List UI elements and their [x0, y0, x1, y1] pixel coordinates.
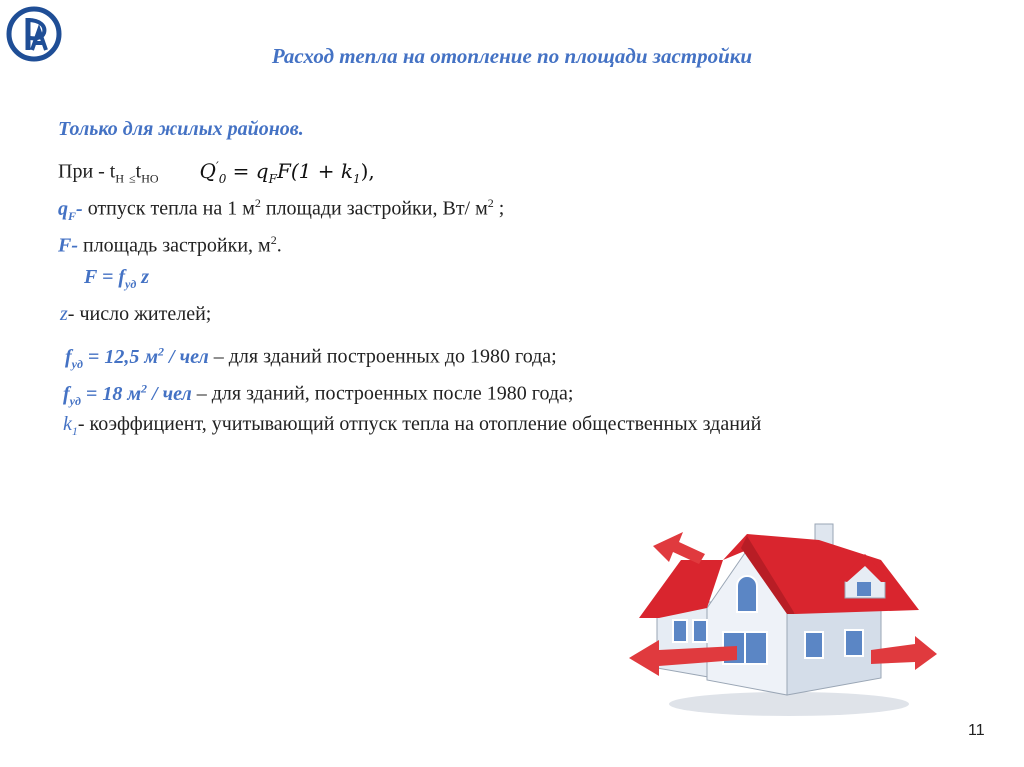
- fud1-c: / чел: [164, 345, 209, 368]
- fud2-b: = 18 м: [80, 382, 142, 405]
- fud1-text: – для зданий построенных до 1980 года;: [208, 345, 557, 368]
- qf-line: [58, 190, 938, 227]
- condition-le: ≤: [129, 171, 136, 186]
- condition-prefix: При - t: [58, 160, 116, 183]
- formula-rest: F(1 + k: [276, 158, 353, 183]
- qf-sup2: 2: [487, 196, 494, 210]
- fud2-c: / чел: [147, 382, 192, 405]
- formula-q-sub: 0: [218, 171, 227, 186]
- fud2-a: f: [63, 382, 70, 405]
- condition-line: [58, 153, 938, 190]
- qf-end: ;: [493, 197, 505, 220]
- qf-dash: -: [76, 197, 83, 220]
- k1-symbol: [58, 413, 78, 438]
- qf-sub: F: [68, 208, 77, 223]
- house-heat-loss-illustration: [619, 490, 941, 737]
- k1-line: [58, 412, 898, 444]
- qf-text2: площади застройки, Вт/ м: [260, 197, 488, 220]
- condition-sub-h: Н: [115, 171, 125, 186]
- fud1-sup: 2: [158, 344, 165, 358]
- page-number: 11: [968, 722, 985, 739]
- qf-letter: q: [58, 197, 68, 220]
- qf-sup: 2: [254, 196, 261, 210]
- formula-qf-sub: F: [268, 171, 277, 186]
- f-end: .: [276, 234, 282, 257]
- f-formula-sub: уд: [125, 277, 137, 291]
- z-text: - число жителей;: [67, 303, 212, 325]
- heat-formula: [199, 158, 375, 186]
- z-symbol: z: [60, 303, 68, 325]
- fud2-formula: [58, 381, 192, 408]
- formula-close: ),: [360, 158, 375, 183]
- f-symbol: F-: [58, 234, 78, 257]
- f-formula-line: [58, 264, 938, 301]
- z-line: [58, 301, 938, 338]
- fud2-text: – для зданий, построенных после 1980 года;: [191, 382, 574, 405]
- f-line: [58, 227, 938, 264]
- k1-sub: 1: [71, 424, 78, 438]
- f-text: площадь застройки, м: [78, 234, 271, 257]
- fud1-sub: уд: [71, 356, 83, 371]
- fud1-line: [58, 338, 938, 375]
- f-formula: [84, 266, 150, 291]
- fud2-sub: уд: [69, 393, 81, 408]
- fud1-a: f: [65, 345, 72, 368]
- fud2-line: [58, 375, 938, 412]
- formula-prime: ′: [215, 159, 219, 173]
- qf-symbol: [58, 197, 83, 223]
- condition-t: t: [135, 160, 142, 183]
- subtitle-line: [58, 116, 938, 153]
- k1-letter: k: [63, 413, 72, 435]
- f-formula-a: F = f: [84, 266, 126, 288]
- formula-eq: = q: [226, 158, 269, 183]
- f-sup: 2: [270, 233, 277, 247]
- condition-sub-ho: НО: [141, 171, 159, 186]
- k1-text: - коэффициент, учитывающий отпуск тепла на отопление общественных зданий: [77, 413, 762, 435]
- fud1-formula: [60, 344, 209, 371]
- subtitle: Только для жилых районов.: [58, 118, 304, 140]
- fud1-b: = 12,5 м: [82, 345, 159, 368]
- f-formula-b: z: [136, 266, 150, 288]
- formula-k-sub: 1: [352, 171, 361, 186]
- slide-body: [58, 116, 938, 444]
- formula-q: Q: [199, 158, 216, 183]
- qf-text: отпуск тепла на 1 м: [82, 197, 255, 220]
- slide-title: Расход тепла на отопление по площади застройки: [271, 44, 753, 68]
- fud2-sup: 2: [141, 381, 148, 395]
